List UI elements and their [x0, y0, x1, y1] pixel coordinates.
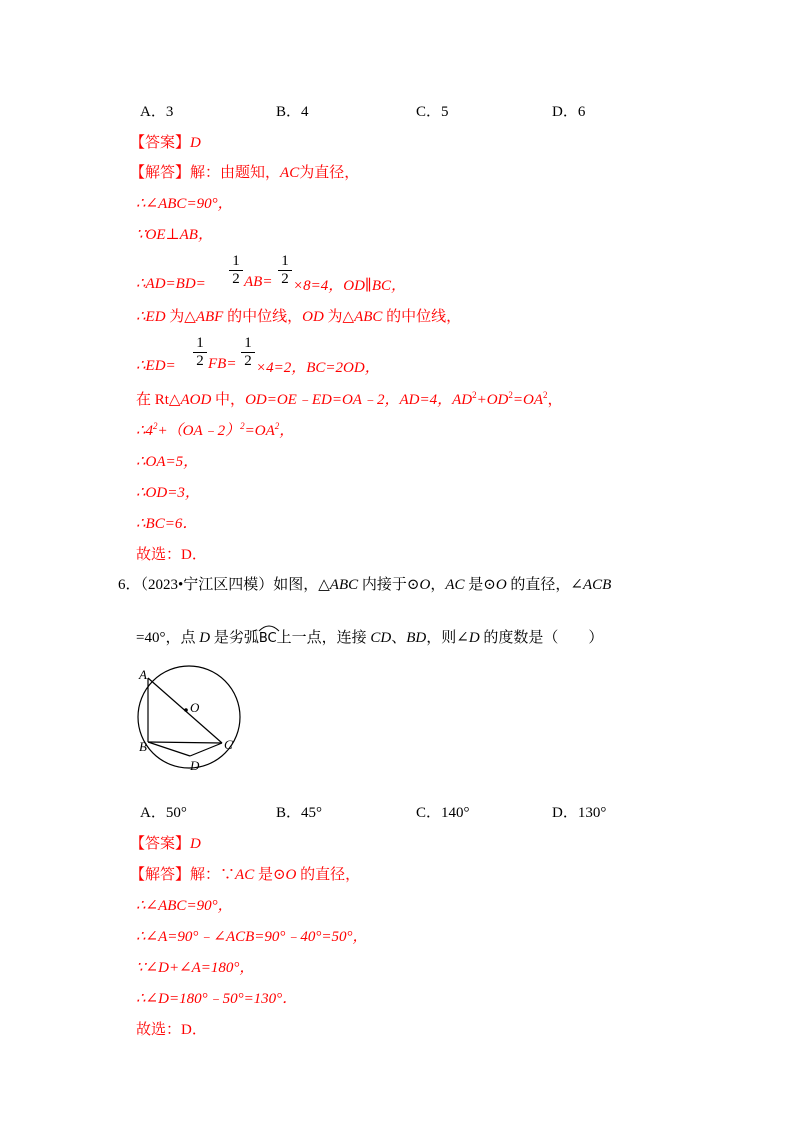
- side-bc: [148, 742, 222, 743]
- q6-solution-line-1: [130, 863, 360, 884]
- q5-option-d: D．6: [552, 104, 586, 120]
- text: BC: [258, 631, 277, 646]
- text: 为直径，: [299, 165, 360, 181]
- q6-solution-line-2: ∴∠ABC=90°，: [136, 898, 233, 914]
- text: AC: [280, 165, 300, 181]
- text: 的直径，∠: [506, 577, 583, 593]
- q6-solution-line-3: ∴∠A=90°﹣∠ACB=90°﹣40°=50°，: [136, 929, 368, 945]
- text: 为△: [327, 309, 355, 325]
- q5-solution-line-12: 故选：D．: [136, 547, 207, 563]
- denominator: 2: [281, 271, 289, 287]
- denominator: 2: [196, 353, 204, 369]
- q5-solution-line-10: ∴OD=3，: [136, 485, 200, 501]
- exponent: 2: [472, 390, 477, 400]
- q5-solution-line-6b: FB=: [208, 356, 237, 372]
- text: AOD: [180, 392, 212, 408]
- q5-option-b: B．4: [276, 104, 309, 120]
- exponent: 2: [240, 421, 245, 431]
- fraction-half: [241, 336, 255, 369]
- text: 的中位线，: [227, 309, 303, 325]
- exponent: 2: [543, 390, 548, 400]
- q5-solution-line-7: [136, 388, 563, 409]
- exponent: 2: [153, 421, 158, 431]
- q5-solution-line-1: [130, 161, 359, 182]
- center-point: [184, 708, 188, 712]
- text: D: [468, 630, 480, 646]
- q6-option-a: A．50°: [140, 805, 187, 821]
- text: 在 Rt△: [136, 392, 181, 408]
- q5-answer-line: [130, 131, 201, 152]
- text: 解：∵: [190, 867, 236, 883]
- text: =OA: [244, 423, 275, 439]
- q5-solution-line-2: ∴∠ABC=90°，: [136, 196, 233, 212]
- q6-options: [140, 801, 740, 821]
- answer-value: D: [190, 836, 201, 852]
- q5-solution-line-5: [136, 305, 461, 326]
- label-o: O: [190, 700, 200, 715]
- fraction-half: [278, 254, 292, 287]
- answer-tag: 【答案】: [130, 836, 191, 852]
- minor-arc-bc: [259, 631, 277, 646]
- fraction-half: [229, 254, 243, 287]
- q6-answer-line: [130, 832, 201, 853]
- q5-solution-line-4b: AB=: [244, 274, 273, 290]
- solution-tag: 【解答】: [130, 165, 191, 181]
- numerator: 1: [232, 253, 240, 269]
- numerator: 1: [281, 253, 289, 269]
- exponent: 2: [508, 390, 513, 400]
- exponent: 2: [274, 421, 280, 431]
- text: CD: [370, 630, 392, 646]
- text: ，: [279, 423, 295, 439]
- text: 为△: [169, 309, 196, 325]
- text: AC: [445, 577, 465, 593]
- q5-option-c: C．5: [416, 104, 449, 120]
- numerator: 1: [196, 335, 204, 351]
- text: OD=OE﹣ED=OA﹣2，AD=4，AD: [245, 392, 473, 408]
- q5-solution-line-6c: ×4=2，BC=2OD，: [256, 360, 380, 376]
- text: OD: [302, 309, 324, 325]
- text: O: [419, 577, 431, 593]
- denominator: 2: [232, 271, 240, 287]
- label-c: C: [224, 737, 233, 752]
- text: 的直径，: [296, 867, 361, 883]
- text: O: [285, 867, 297, 883]
- text: ，则∠: [426, 630, 469, 646]
- text: 6．（2023•宁江区四模）如图，△: [118, 577, 330, 593]
- q6-solution-line-5: ∴∠D=180°﹣50°=130°．: [136, 991, 298, 1007]
- text: ，: [430, 577, 446, 593]
- text: 中，: [211, 392, 246, 408]
- text: ，: [547, 392, 563, 408]
- text: ACB: [583, 577, 612, 593]
- q5-solution-line-3: ∵OE⊥AB，: [136, 227, 213, 243]
- text: 是⊙: [464, 577, 496, 593]
- text: ABC: [329, 577, 359, 593]
- q6-stem-line-2: [136, 626, 603, 647]
- q6-option-d: D．130°: [552, 805, 607, 821]
- q5-options: [140, 100, 740, 120]
- text: 内接于⊙: [358, 577, 420, 593]
- label-a: A: [139, 667, 147, 682]
- text: 、: [391, 630, 407, 646]
- text: =40°，点: [136, 630, 200, 646]
- q6-option-c: C．140°: [416, 805, 470, 821]
- text: ABC: [354, 309, 383, 325]
- text: =OA: [512, 392, 543, 408]
- text: 的中位线，: [386, 309, 462, 325]
- q6-solution-line-4: ∵∠D+∠A=180°，: [136, 960, 255, 976]
- q6-solution-line-6: 故选：D．: [136, 1022, 207, 1038]
- q6-option-b: B．45°: [276, 805, 323, 821]
- q5-solution-line-8: [136, 419, 294, 440]
- text: AC: [235, 867, 255, 883]
- q5-solution-line-4a: ∴AD=BD=: [136, 276, 206, 292]
- q5-solution-line-4c: ×8=4，OD∥BC，: [293, 278, 407, 294]
- answer-value: D: [190, 135, 201, 151]
- fraction-half: [193, 336, 207, 369]
- label-d: D: [190, 758, 200, 773]
- text: 上一点，连接: [276, 630, 371, 646]
- text: ∴4: [136, 423, 154, 439]
- q5-solution-line-9: ∴OA=5，: [136, 454, 199, 470]
- circle-figure: [134, 660, 246, 774]
- text: 是劣弧: [210, 630, 259, 646]
- arc-symbol-icon: [258, 624, 280, 632]
- text: +（OA﹣2）: [157, 423, 241, 439]
- text: ∴ED: [136, 309, 166, 325]
- q5-option-a: A．3: [140, 104, 174, 120]
- label-b: B: [139, 739, 147, 754]
- text: ABF: [195, 309, 224, 325]
- q5-solution-line-11: ∴BC=6．: [136, 516, 198, 532]
- q6-stem-line-1: [118, 573, 611, 594]
- text: BD: [406, 630, 427, 646]
- q5-solution-line-6a: ∴ED=: [136, 358, 176, 374]
- text: +OD: [476, 392, 509, 408]
- solution-tag: 【解答】: [130, 867, 191, 883]
- circle-o: [138, 666, 240, 768]
- text: 解：由题知，: [190, 165, 281, 181]
- text: 是⊙: [254, 867, 286, 883]
- answer-tag: 【答案】: [130, 135, 191, 151]
- denominator: 2: [244, 353, 252, 369]
- numerator: 1: [244, 335, 252, 351]
- segment-cd: [190, 743, 222, 756]
- text: 的度数是（ ）: [479, 630, 604, 646]
- text: D: [199, 630, 211, 646]
- text: O: [495, 577, 507, 593]
